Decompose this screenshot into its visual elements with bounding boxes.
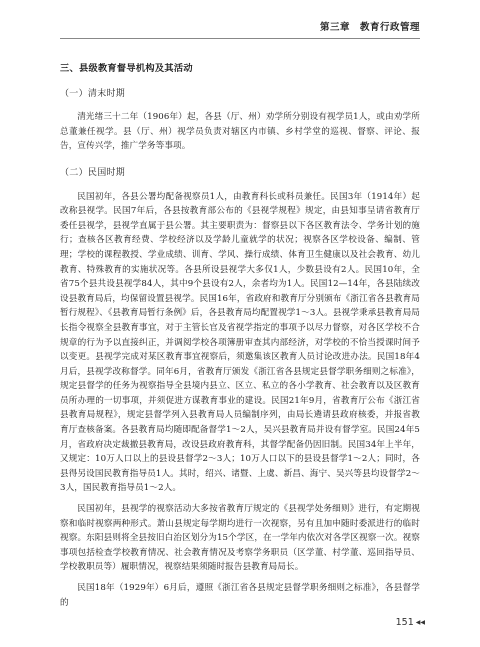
section-title: 三、县级教育督导机构及其活动 [60, 63, 193, 74]
header-rule [60, 38, 420, 39]
paragraph: 清光绪三十二年（1906年）起，各县（厅、州）劝学所分别设有视学员1人，或由劝学所总董兼任视学。县（厅、州）视学员负责对辖区内市镇、乡村学堂的巡视、督察、评论、报告，宣传兴学，推广学务等事项。 [60, 112, 420, 152]
subsection-title-qing: （一）清末时期 [60, 88, 126, 99]
subsection-title-minguo: （二）民国时期 [60, 167, 126, 178]
running-head: 第三章 教育行政管理 [319, 22, 420, 33]
paragraph: 民国18年（1929年）6月后，遵照《浙江省各县规定县督学职务细则之标准》，各县督学的 [60, 583, 420, 608]
page-number [396, 617, 425, 628]
page-number-text: 151 [395, 617, 414, 628]
page-content [60, 62, 420, 616]
paragraph: 民国初年，各县公署均配备视察员1人，由教育科长或科员兼任。民国3年（1914年）起改称县视学。民国7年后，各县按教育部公布的《县视学规程》规定，由县知事呈请省教育厅委任县视学，县视学直属于县公署。其主要职责为：督察县以下各区教育法令、学务计划的施行；查核各区教育经费、学校经济以及学龄儿童就学的状况；视察各区学校设备、编制、管理；学校的课程教授、学业成绩、训育、学风、操行成绩、体育卫生健康以及社会教育、幼儿教育、特殊教育的实施状况等。各县所设县视学大多仅1人，少数县设有2人。民国10年，全省75个县共设县视学84人，其中9个县设有2人，余者均为1人。民国12—14年，各县陆续改设县教育局后，均保留设置县视学。民国16年，省政府和教育厅分别颁布《浙江省各县教育局暂行规程》、《县教育局暂行条例》后，各县教育局均配置视学1～3人。县视学秉承县教育局局长指令视察全县教育事宜，对于主管长官及省视学指定的事项予以尽力督察，对各区学校不合规章的行为予以直接纠正，并调阅学校各项簿册审查其内部经济，对学校的不恰当授课时间予以变更。县视学完成对某区教育事宜视察后，须邀集该区教育人员讨论改进办法。民国18年4月后，县视学改称督学。同年6月，省教育厅颁发《浙江省各县规定县督学职务细则之标准》，规定县督学的任务为视察指导全县境内县立、区立、私立的各小学教育、社会教育以及区教育员所办理的一切事项，并须促进方谋教育事业的建设。民国21年9月，省教育厅公布《浙江省县教育局规程》，规定县督学列入县教育局人员编制序列，由局长遴请县政府核委，并报省教育厅查核备案。各县教育局均随即配备督学1～2人，吴兴县教育局并设有督学室。民国24年5月，省政府决定裁撤县教育局，改设县政府教育科，其督学配备仍因旧制。民国34年上半年，又规定：10万人口以上的县设县督学2～3人；10万人口以下的县设县督学1～2人；同时，各县得另设国民教育指导员1人。其时，绍兴、诸暨、上虞、新昌、海宁、吴兴等县均设督学2～3人，国民教育指导员1～2人。 [60, 191, 420, 494]
paragraph: 民国初年，县视学的视察活动大多按省教育厅规定的《县视学处务细则》进行，有定期视察和临时视察两种形式。萧山县规定每学期均进行一次视察，另有且加申随时委派进行的临时视察。东阳县则将全县按旧白治区划分为15个学区，在一学年内依次对各学区视察一次。视察事项包括检查学校教育情况、社会教育情况及考察学务职员（区学董、村学董、巡回指导员、学校教职员等）履职情况，视察结果须随时报告县教育局局长。 [60, 504, 420, 573]
page-marker: ◀◀ [415, 619, 425, 626]
